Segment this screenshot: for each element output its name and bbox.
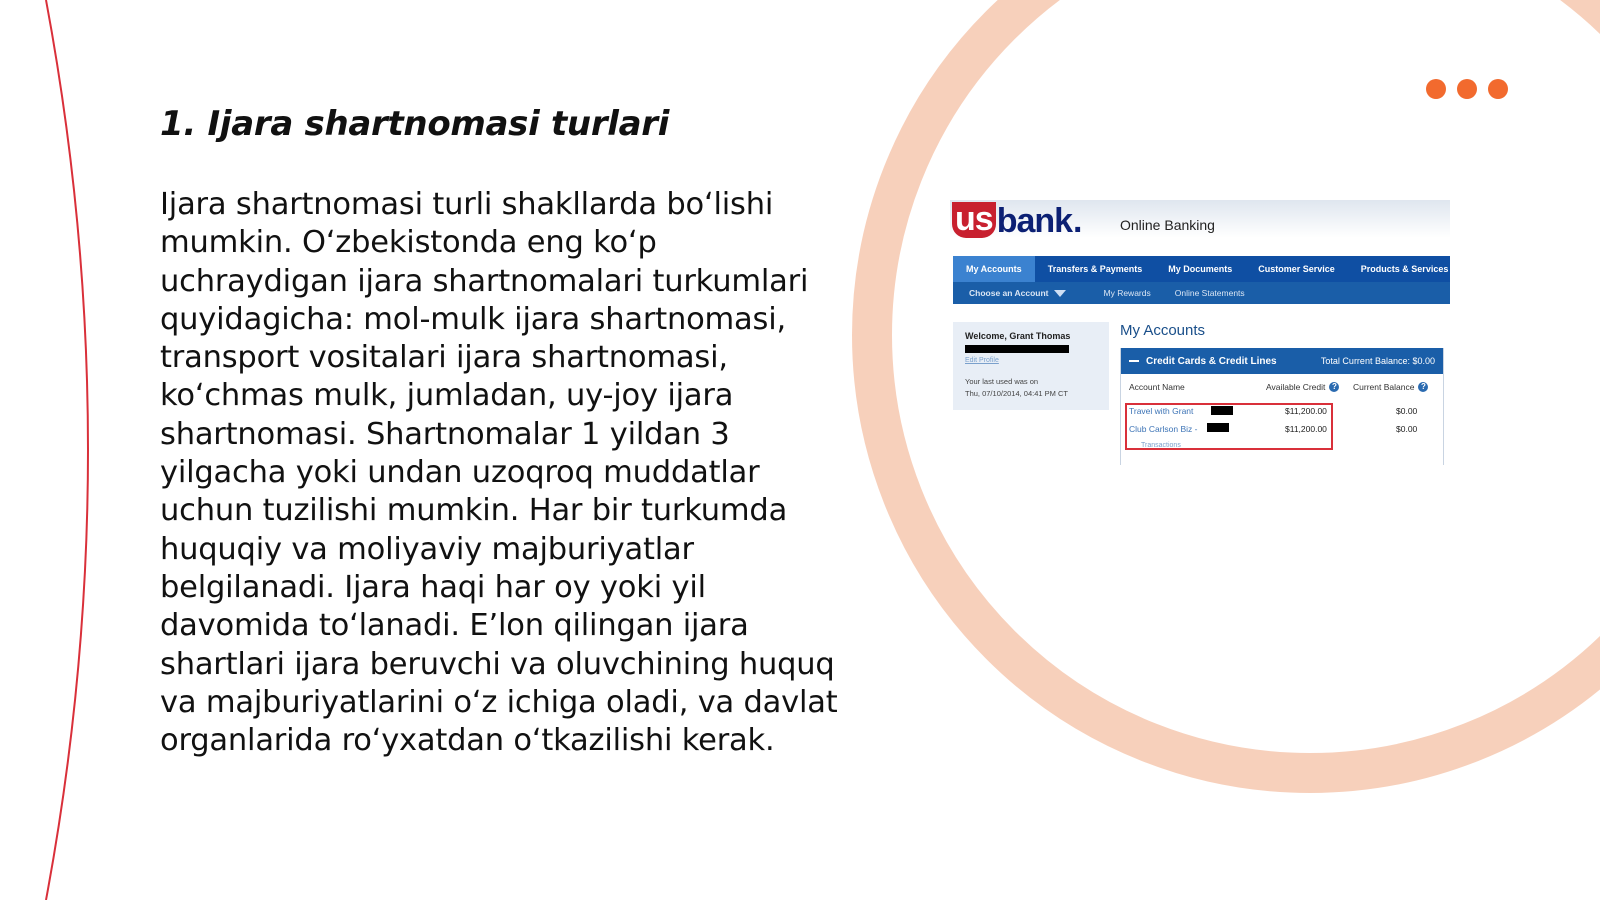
left-red-curve	[46, 0, 88, 900]
choose-account-label: Choose an Account	[969, 288, 1049, 298]
bank-header	[950, 200, 1450, 254]
col-current-balance	[1353, 382, 1428, 392]
current-balance-2: $0.00	[1396, 424, 1418, 434]
last-used-line-1: Your last used was on	[965, 377, 1039, 386]
slide-body: Ijara shartnomasi turli shakllarda bo‘lishi mumkin. O‘zbekistonda eng ko‘p uchraydigan ijara shartnomalari turkumlari quyidagicha: mol-mulk ijara shartnomasi, transport vositalari ijara shartnomasi, ko‘chmas mulk, jumladan, uy-joy ijara shartnomasi. Shartnomalar 1 yildan 3 yilgacha yoki undan uzoqroq muddatlar uchun tuzilishi mumkin. Har bir turkumda huquqiy va moliyaviy majburiyatlar belgilanadi. Ijara haqi har oy yoki yil davomida to‘lanadi. E’lon qilingan ijara shartlari ijara beruvchi va oluvchining huquq va majburiyatlarini o‘z ichiga oladi, va davlat organlarida ro‘yxatdan o‘tkazilishi kerak.	[160, 187, 838, 759]
account-link-1[interactable]: Travel with Grant	[1129, 406, 1194, 416]
welcome-box	[953, 322, 1109, 410]
col-balance-label: Current Balance	[1353, 382, 1415, 392]
panel-header[interactable]	[1121, 348, 1443, 374]
chevron-down-icon	[1054, 290, 1066, 297]
current-balance-1: $0.00	[1396, 406, 1418, 416]
tab-products[interactable]: Products & Services	[1360, 264, 1449, 274]
account-link-2[interactable]: Club Carlson Biz -	[1129, 424, 1198, 434]
online-statements-link[interactable]: Online Statements	[1174, 288, 1245, 298]
online-banking-label: Online Banking	[1120, 217, 1215, 233]
help-icon[interactable]: ?	[1418, 382, 1428, 392]
logo-bank: bank	[996, 202, 1073, 240]
available-credit-2: $11,200.00	[1285, 424, 1327, 434]
dot-1	[1426, 79, 1446, 99]
total-balance: Total Current Balance: $0.00	[1320, 356, 1435, 366]
usbank-logo	[952, 202, 1082, 238]
last-used-line-2: Thu, 07/10/2014, 04:41 PM CT	[965, 389, 1068, 398]
col-available-label: Available Credit	[1266, 382, 1326, 392]
available-credit-1: $11,200.00	[1285, 406, 1327, 416]
my-accounts-heading: My Accounts	[1120, 322, 1206, 339]
tab-transfers[interactable]: Transfers & Payments	[1047, 264, 1143, 274]
highlight-box	[1125, 403, 1333, 450]
collapse-icon[interactable]	[1129, 360, 1139, 362]
bank-screenshot	[950, 200, 1450, 465]
edit-profile-link[interactable]: Edit Profile	[965, 357, 999, 364]
last-used-text	[965, 376, 1068, 400]
redaction-bar	[965, 345, 1069, 353]
dot-2	[1457, 79, 1477, 99]
dot-3	[1488, 79, 1508, 99]
panel-title: Credit Cards & Credit Lines	[1146, 355, 1277, 367]
help-icon[interactable]: ?	[1329, 382, 1339, 392]
choose-account-dropdown[interactable]	[969, 288, 1066, 298]
sub-nav	[953, 282, 1450, 304]
tab-my-accounts[interactable]: My Accounts	[953, 256, 1035, 282]
col-account-name	[1129, 382, 1185, 392]
main-nav	[953, 256, 1450, 282]
tab-documents[interactable]: My Documents	[1168, 264, 1233, 274]
slide-title: 1. Ijara shartnomasi turlari	[160, 104, 670, 144]
credit-cards-panel	[1120, 348, 1444, 465]
logo-dot: .	[1073, 202, 1082, 240]
welcome-greeting: Welcome, Grant Thomas	[965, 331, 1071, 341]
col-available-credit	[1266, 382, 1339, 392]
tab-customer-service[interactable]: Customer Service	[1258, 264, 1335, 274]
logo-us: us	[952, 202, 996, 238]
my-rewards-link[interactable]: My Rewards	[1103, 288, 1151, 298]
transactions-link[interactable]: Transactions	[1141, 442, 1181, 449]
pager-dots	[1426, 79, 1508, 99]
col-account-name-label: Account Name	[1129, 382, 1185, 392]
